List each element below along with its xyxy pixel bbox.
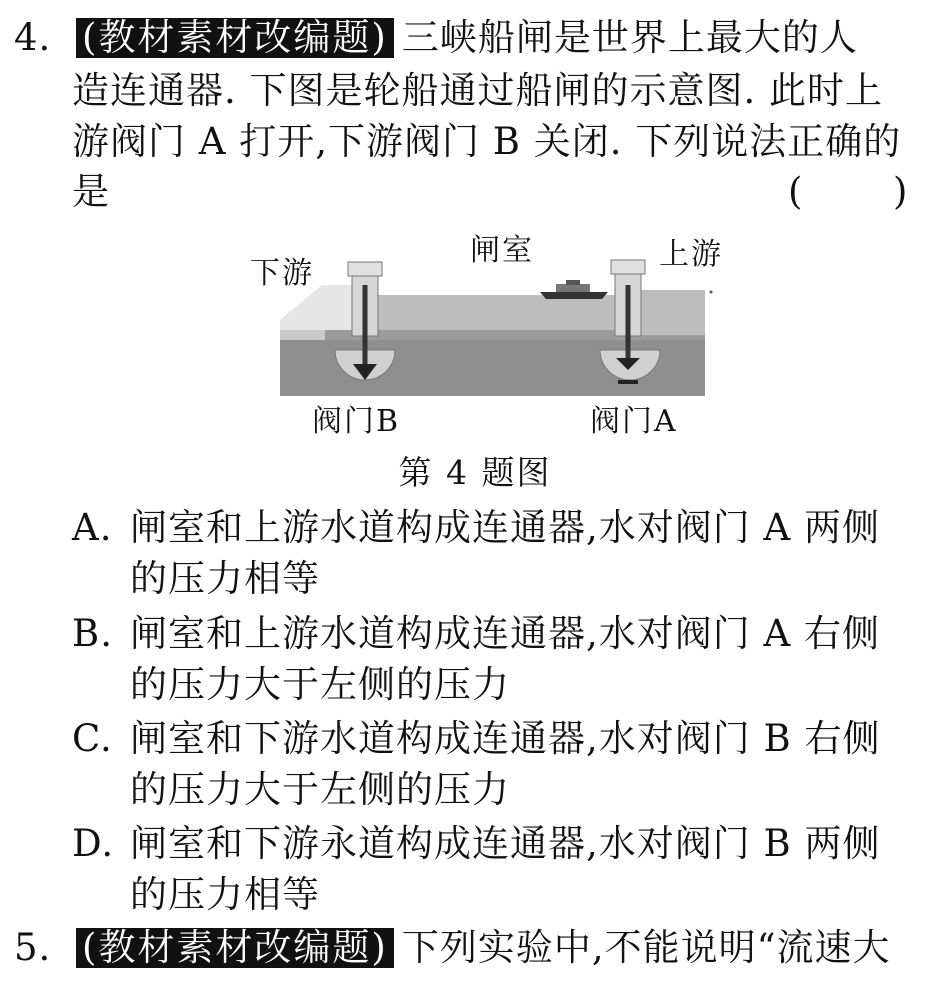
option-d-line-1[interactable] (72, 822, 880, 866)
option-c-line-1[interactable] (72, 717, 880, 761)
chamber-water (365, 295, 635, 330)
q4-stem-line-4: 是 (72, 170, 110, 213)
option-a-letter: A. (72, 506, 113, 549)
option-b-line-1[interactable] (72, 612, 880, 656)
option-c-text-1: 闸室和下游水道构成连通器,水对阀门 B 右侧 (130, 717, 881, 760)
option-d-letter: D. (72, 822, 115, 865)
option-a-text-1: 闸室和上游水道构成连通器,水对阀门 A 两侧 (130, 506, 881, 549)
q4-stem-line-2: 造连通器. 下图是轮船通过船闸的示意图. 此时上 (72, 69, 884, 112)
wall-b-cap (348, 262, 382, 276)
option-b-text-2: 的压力大于左侧的压力 (130, 663, 510, 706)
ship-icon (540, 280, 608, 299)
q5-line-1 (14, 926, 891, 970)
wall-a-cap (611, 260, 645, 274)
q4-number: 4. (14, 16, 52, 59)
q4-answer-paren-right: ) (893, 170, 908, 213)
q5-stem: 下列实验中,不能说明“流速大 (401, 926, 891, 969)
option-c-text-2: 的压力大于左侧的压力 (130, 768, 510, 811)
upstream-water (635, 290, 705, 335)
valve-a-seat (618, 380, 638, 384)
marker-dot (710, 291, 713, 294)
q4-stem-line-3: 游阀门 A 打开,下游阀门 B 关闭. 下列说法正确的 (72, 120, 902, 163)
label-valve-a: 阀门A (590, 404, 678, 439)
q4-line-1 (14, 16, 858, 60)
option-a-line-1[interactable] (72, 506, 880, 550)
q4-source-tag: (教材素材改编题) (76, 18, 394, 58)
label-downstream: 下游 (250, 256, 314, 291)
label-valve-b: 阀门B (312, 404, 401, 439)
label-upstream: 上游 (659, 237, 723, 272)
q5-source-tag: (教材素材改编题) (76, 928, 394, 968)
q5-number: 5. (14, 926, 52, 969)
option-b-letter: B. (72, 612, 113, 655)
label-chamber: 闸室 (470, 233, 534, 268)
option-a-text-2: 的压力相等 (130, 557, 320, 600)
figure-caption: 第 4 题图 (398, 453, 552, 492)
q4-answer-paren-left: ( (788, 170, 803, 213)
option-d-text-1: 闸室和下游永道构成连通器,水对阀门 B 两侧 (130, 822, 881, 865)
option-b-text-1: 闸室和上游水道构成连通器,水对阀门 A 右侧 (130, 612, 881, 655)
option-d-text-2: 的压力相等 (130, 873, 320, 916)
option-c-letter: C. (72, 717, 113, 760)
q4-stem-line-1: 三峡船闸是世界上最大的人 (401, 16, 858, 59)
